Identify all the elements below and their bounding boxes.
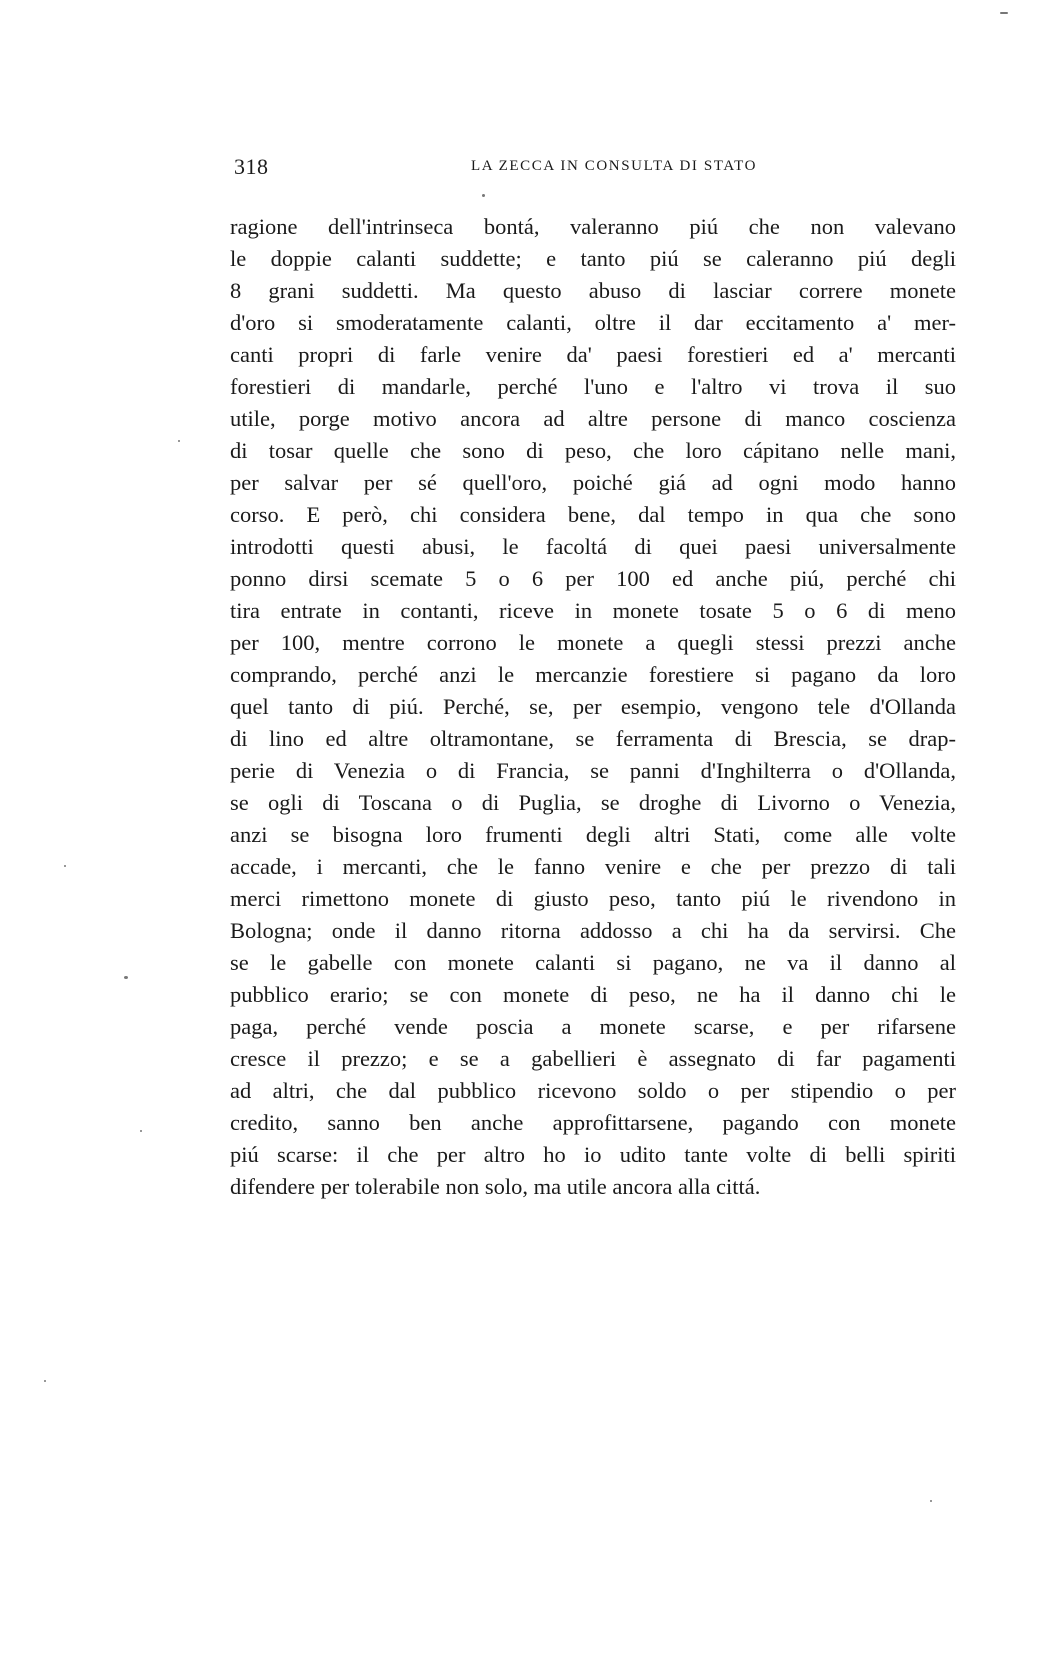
- text-line: quel tanto di piú. Perché, se, per esempio, vengono tele d'Ollanda: [230, 694, 956, 719]
- text-line: cresce il prezzo; e se a gabellieri è assegnato di far pagamenti: [230, 1046, 956, 1071]
- text-line: anzi se bisogna loro frumenti degli altri Stati, come alle volte: [230, 822, 956, 847]
- text-line: piú scarse: il che per altro ho io udito tante volte di belli spiriti: [230, 1142, 956, 1167]
- text-line: perie di Venezia o di Francia, se panni d'Inghilterra o d'Ollanda,: [230, 758, 956, 783]
- text-line: se le gabelle con monete calanti si pagano, ne va il danno al: [230, 950, 956, 975]
- page-header: [234, 154, 964, 184]
- text-line: credito, sanno ben anche approfittarsene, pagando con monete: [230, 1110, 956, 1135]
- scan-speck: [124, 976, 128, 979]
- scan-speck: [44, 1380, 46, 1382]
- scan-speck: [178, 440, 180, 442]
- text-line: di tosar quelle che sono di peso, che loro cápitano nelle mani,: [230, 438, 956, 463]
- text-line: 8 grani suddetti. Ma questo abuso di lasciar correre monete: [230, 278, 956, 303]
- text-line: difendere per tolerabile non solo, ma utile ancora alla cittá.: [230, 1174, 761, 1199]
- text-line: ragione dell'intrinseca bontá, valeranno piú che non valevano: [230, 214, 956, 239]
- text-line: tira entrate in contanti, riceve in monete tosate 5 o 6 di meno: [230, 598, 956, 623]
- text-line: corso. E però, chi considera bene, dal tempo in qua che sono: [230, 502, 956, 527]
- text-line: accade, i mercanti, che le fanno venire e che per prezzo di tali: [230, 854, 956, 879]
- text-line: per 100, mentre corrono le monete a quegli stessi prezzi anche: [230, 630, 956, 655]
- scan-speck: [140, 1130, 142, 1132]
- text-line: forestieri di mandarle, perché l'uno e l'altro vi trova il suo: [230, 374, 956, 399]
- text-line: canti propri di farle venire da' paesi forestieri ed a' mercanti: [230, 342, 956, 367]
- text-line: comprando, perché anzi le mercanzie forestiere si pagano da loro: [230, 662, 956, 687]
- text-line: utile, porge motivo ancora ad altre persone di manco coscienza: [230, 406, 956, 431]
- scan-speck: [1000, 12, 1008, 14]
- scan-speck: [930, 1500, 932, 1502]
- text-line: d'oro si smoderatamente calanti, oltre il dar eccitamento a' mer-: [230, 310, 956, 335]
- text-line: ponno dirsi scemate 5 o 6 per 100 ed anche piú, perché chi: [230, 566, 956, 591]
- text-line: le doppie calanti suddette; e tanto piú se caleranno piú degli: [230, 246, 956, 271]
- text-line: merci rimettono monete di giusto peso, tanto piú le rivendono in: [230, 886, 956, 911]
- text-line: di lino ed altre oltramontane, se ferramenta di Brescia, se drap-: [230, 726, 956, 751]
- text-line: per salvar per sé quell'oro, poiché giá ad ogni modo hanno: [230, 470, 956, 495]
- text-line: paga, perché vende poscia a monete scarse, e per rifarsene: [230, 1014, 956, 1039]
- body-text: [230, 211, 956, 1203]
- page-number: 318: [234, 154, 269, 179]
- scan-speck: [482, 194, 485, 197]
- text-line: se ogli di Toscana o di Puglia, se droghe di Livorno o Venezia,: [230, 790, 956, 815]
- running-head: LA ZECCA IN CONSULTA DI STATO: [470, 158, 758, 174]
- text-line: pubblico erario; se con monete di peso, ne ha il danno chi le: [230, 982, 956, 1007]
- text-line: Bologna; onde il danno ritorna addosso a chi ha da servirsi. Che: [230, 918, 956, 943]
- text-line: introdotti questi abusi, le facoltá di quei paesi universalmente: [230, 534, 956, 559]
- text-line: ad altri, che dal pubblico ricevono soldo o per stipendio o per: [230, 1078, 956, 1103]
- scan-speck: [64, 865, 66, 867]
